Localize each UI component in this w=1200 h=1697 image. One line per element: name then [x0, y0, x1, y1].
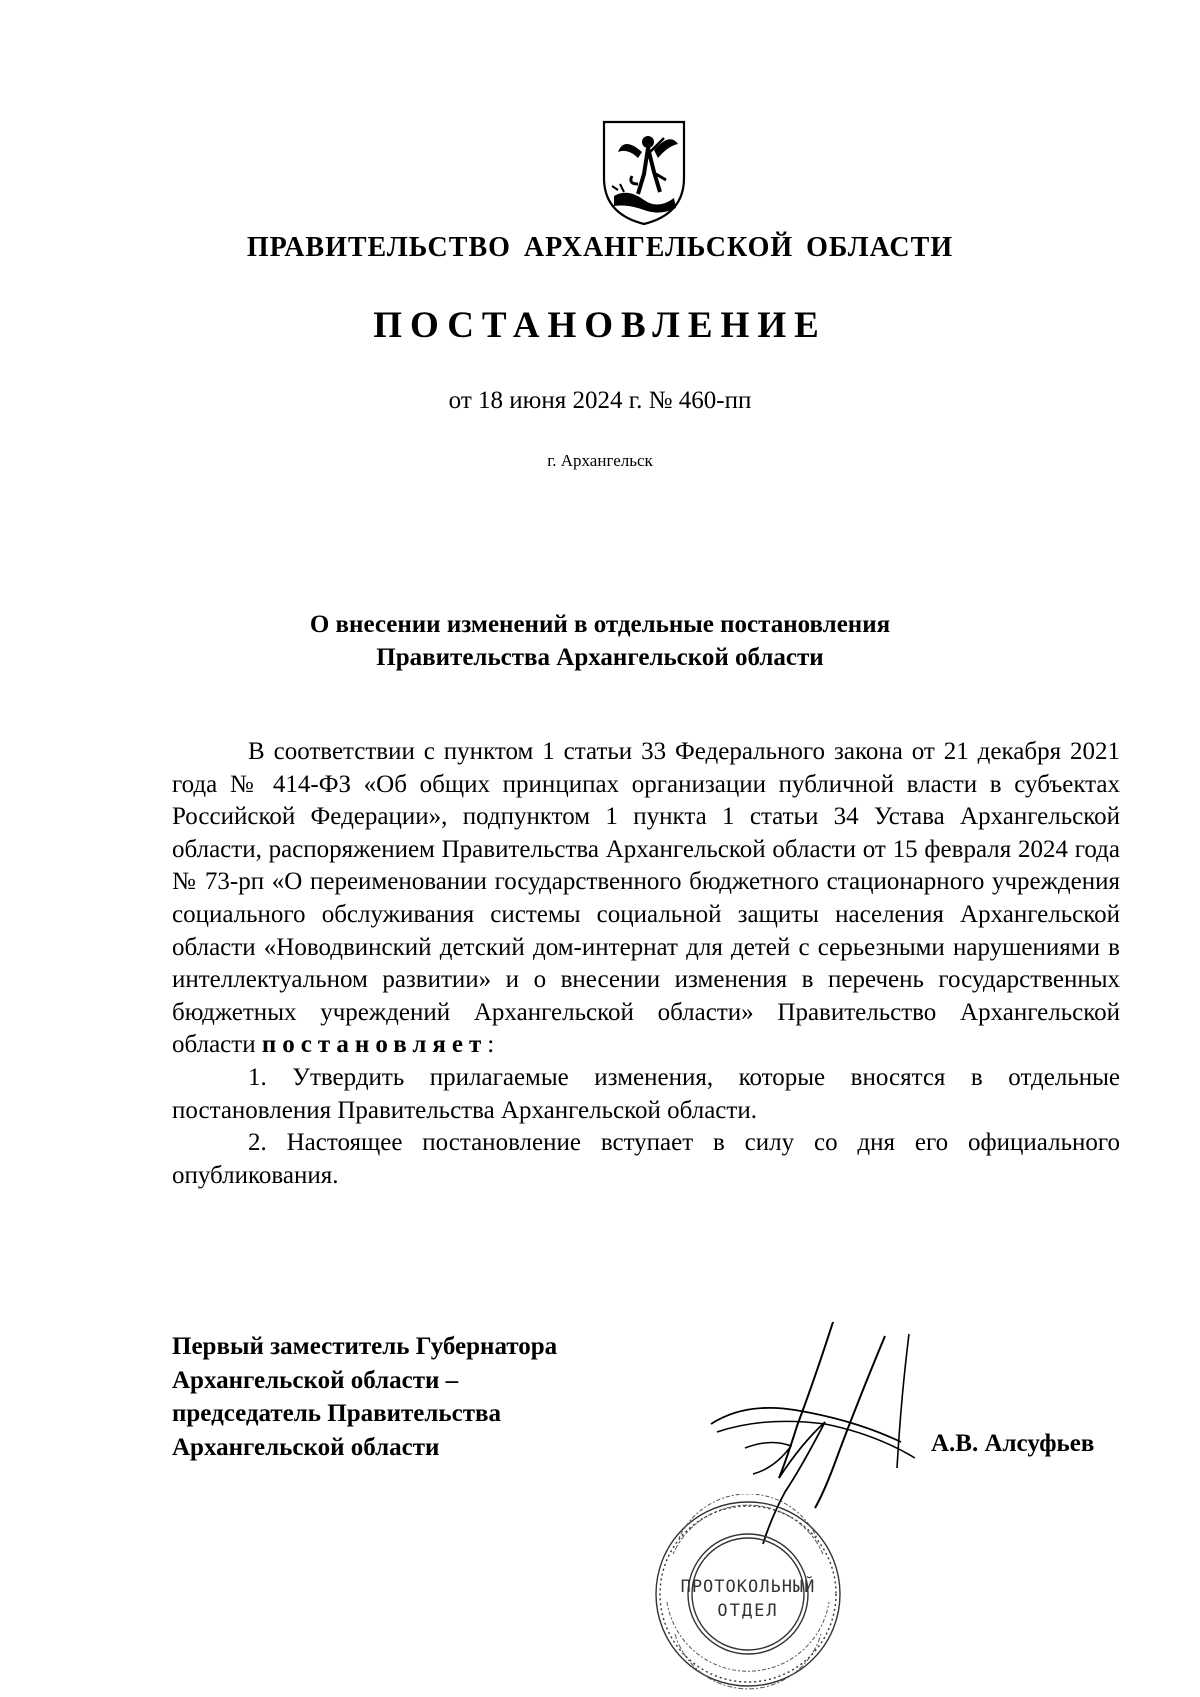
resolves-colon: :: [487, 1031, 495, 1059]
signer-line-4: Архангельской области: [172, 1433, 440, 1461]
city: г. Архангельск: [547, 451, 653, 470]
coat-of-arms-icon: [598, 118, 690, 228]
preamble-paragraph: [172, 736, 1120, 1062]
signer-line-1: Первый заместитель Губернатора: [172, 1333, 558, 1360]
signer-line-3: председатель Правительства: [172, 1400, 502, 1427]
round-stamp: [643, 1494, 853, 1694]
stamp-line-2: ОТДЕЛ: [717, 1601, 779, 1621]
organization-name: ПРАВИТЕЛЬСТВО АРХАНГЕЛЬСКОЙ ОБЛАСТИ: [246, 232, 954, 263]
stamp-line-1: ПРОТОКОЛЬНЫЙ: [680, 1577, 816, 1597]
resolves-word: постановляет: [261, 1031, 488, 1059]
preamble-text: В соответствии с пунктом 1 статьи 33 Федерального закона от 21 декабря 2021 года № 414-ФЗ «Об общих принципах организации публичной власти в субъектах Российской Федерации», подпунктом 1 пункта 1 статьи 34 Устава Архангельской области, распоряжением Правительства Архангельской области от 15 февраля 2024 года № 73-рп «О переименовании государственного бюджетного стационарного учреждения социального обслуживания системы социальной защиты населения Архангельской области «Новодвинский детский дом-интернат для детей с серьезными нарушениями в интеллектуальном развитии» и о внесении изменения в перечень государственных бюджетных учреждений Архангельской области»: [172, 738, 1120, 1026]
signer-name: А.В. Алсуфьев: [931, 1430, 1095, 1457]
document-subject: [0, 608, 1200, 674]
item-2: 2. Настоящее постановление вступает в силу со дня его официального опубликования.: [172, 1129, 1120, 1189]
document-type: ПОСТАНОВЛЕНИЕ: [373, 305, 827, 346]
signer-position: [172, 1330, 557, 1464]
signer-line-2: Архангельской области –: [172, 1366, 459, 1394]
item-1: 1. Утвердить прилагаемые изменения, которые вносятся в отдельные постановления Правительства Архангельской области.: [172, 1063, 1120, 1124]
subject-line-2: Правительства Архангельской области: [376, 644, 824, 671]
date-number: от 18 июня 2024 г. № 460-пп: [448, 387, 752, 414]
document-body: [172, 736, 1120, 1192]
subject-line-1: О внесении изменений в отдельные постановления: [309, 611, 891, 638]
preamble-end: Правительство Архангельской области: [172, 998, 1120, 1059]
